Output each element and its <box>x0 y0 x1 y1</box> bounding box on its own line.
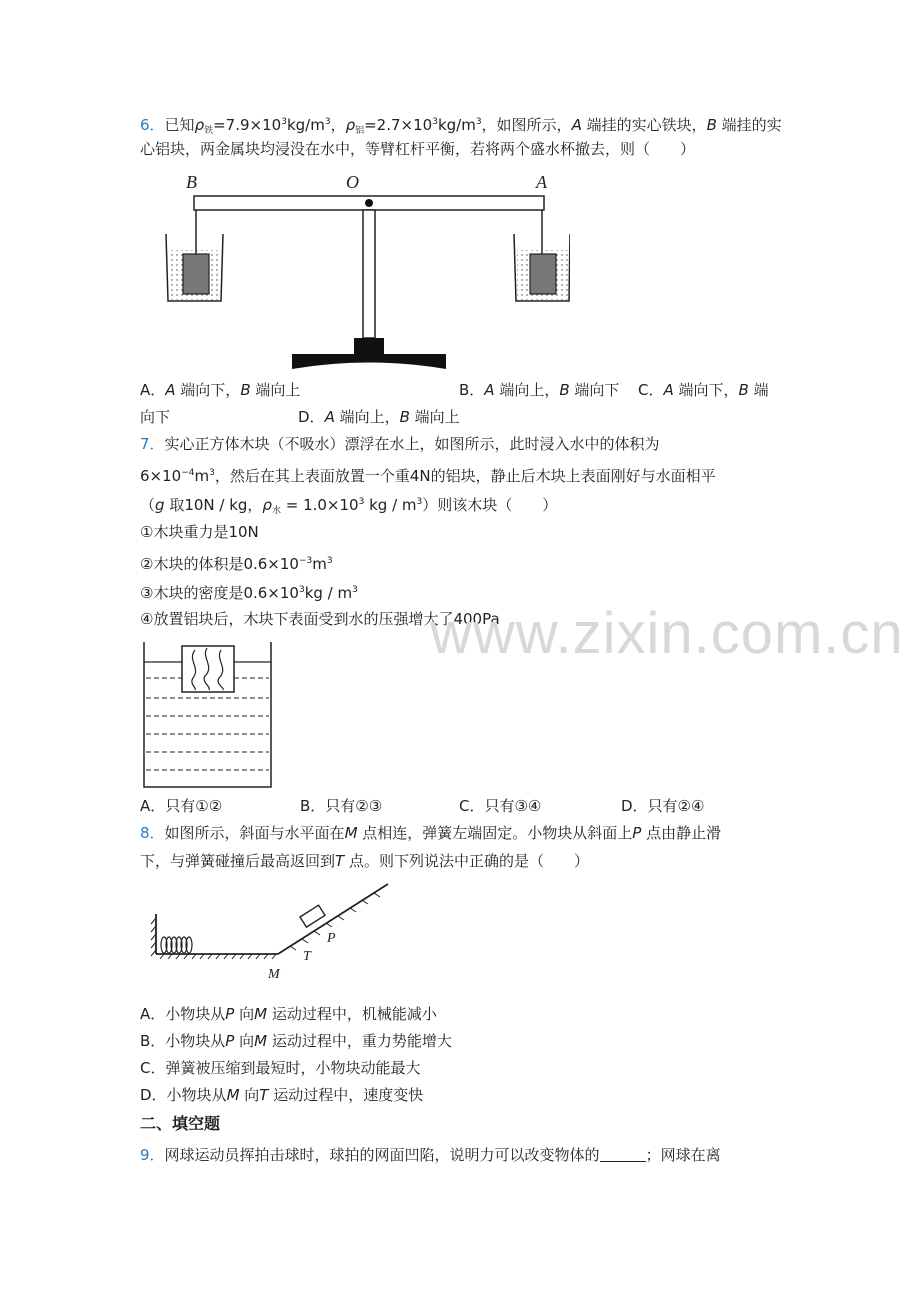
stand-pole <box>363 210 375 338</box>
iron-block <box>530 254 556 294</box>
lever-figure <box>150 168 570 373</box>
label-b: B <box>186 172 197 192</box>
q6-option-c-continued: 向下 <box>140 408 171 426</box>
q9-line-1: 9．网球运动员挥拍击球时，球拍的网面凹陷，说明力可以改变物体的 ；网球在离 <box>140 1146 721 1164</box>
section-heading: 二、填空题 <box>140 1114 221 1133</box>
q8-option-d[interactable]: D．小物块从M 向T 运动过程中，速度变快 <box>140 1086 424 1104</box>
q7-statement-1: ①木块重力是10N <box>140 523 259 541</box>
pivot-point <box>365 199 373 207</box>
label-p: P <box>327 931 336 946</box>
watermark: www.zixin.com.cn <box>430 601 904 666</box>
aluminum-block <box>183 254 209 294</box>
q8-line-1: 8．如图所示，斜面与水平面在M 点相连，弹簧左端固定。小物块从斜面上P 点由静止滑 <box>140 824 722 842</box>
q7-option-d[interactable]: D．只有②④ <box>621 797 705 815</box>
q7-option-b[interactable]: B．只有②③ <box>300 797 383 815</box>
q8-line-2: 下，与弹簧碰撞后最高返回到T 点。则下列说法中正确的是（ ） <box>140 852 589 870</box>
q6-option-c[interactable]: C．A 端向下，B 端 <box>638 381 769 399</box>
incline-spring-figure <box>150 880 400 985</box>
spring <box>161 937 192 953</box>
q7-option-a[interactable]: A．只有①② <box>140 797 223 815</box>
q7-line-2: $6\times 10^{-4}m^3$，然后在其上表面放置一个重4N的铝块，静止后木块上表面刚好与水面相平 <box>140 467 716 485</box>
stand-base <box>292 354 446 369</box>
stand-block <box>354 338 384 354</box>
q7-line-1: 7．实心正方体木块（不吸水）漂浮在水上，如图所示，此时浸入水中的体积为 <box>140 435 660 453</box>
answer-blank[interactable] <box>600 1147 646 1162</box>
q8-option-b[interactable]: B．小物块从P 向M 运动过程中，重力势能增大 <box>140 1032 452 1050</box>
q6-option-d[interactable]: D．A 端向上，B 端向上 <box>298 408 460 426</box>
q7-statement-4: ④放置铝块后，木块下表面受到水的压强增大了400Pa <box>140 610 500 628</box>
floating-block-figure <box>143 640 273 790</box>
q7-line-3: （g 取10N / kg，$\rho_水 = 1.0\times 10^3$ kg / $m^3$）则该木块（ ） <box>140 496 558 516</box>
q7-statement-2: ②木块的体积是$0.6\times 10^{-3}m^3$ <box>140 555 333 573</box>
label-m: M <box>268 967 280 982</box>
q7-option-c[interactable]: C．只有③④ <box>459 797 542 815</box>
q6-option-b[interactable]: B．A 端向上，B 端向下 <box>459 381 620 399</box>
label-a: A <box>536 172 547 192</box>
q6-line-1: 6．已知$\rho_铁=7.9\times 10^3kg/m^3$，$\rho_铝=2.7\times 10^3kg/m^3$，如图所示，A 端挂的实心铁块，B 端挂的实 <box>140 116 782 136</box>
label-o: O <box>346 172 359 192</box>
q7-statement-3: ③木块的密度是$0.6\times 10^3kg / m^3$ <box>140 584 358 602</box>
small-block <box>300 905 325 927</box>
label-t: T <box>303 949 311 964</box>
q6-line-2: 心铝块，两金属块均浸没在水中，等臂杠杆平衡，若将两个盛水杯撤去，则（ ） <box>140 140 696 158</box>
q6-option-a[interactable]: A．A 端向下，B 端向上 <box>140 381 301 399</box>
q8-option-c[interactable]: C．弹簧被压缩到最短时，小物块动能最大 <box>140 1059 421 1077</box>
q8-option-a[interactable]: A．小物块从P 向M 运动过程中，机械能减小 <box>140 1005 437 1023</box>
